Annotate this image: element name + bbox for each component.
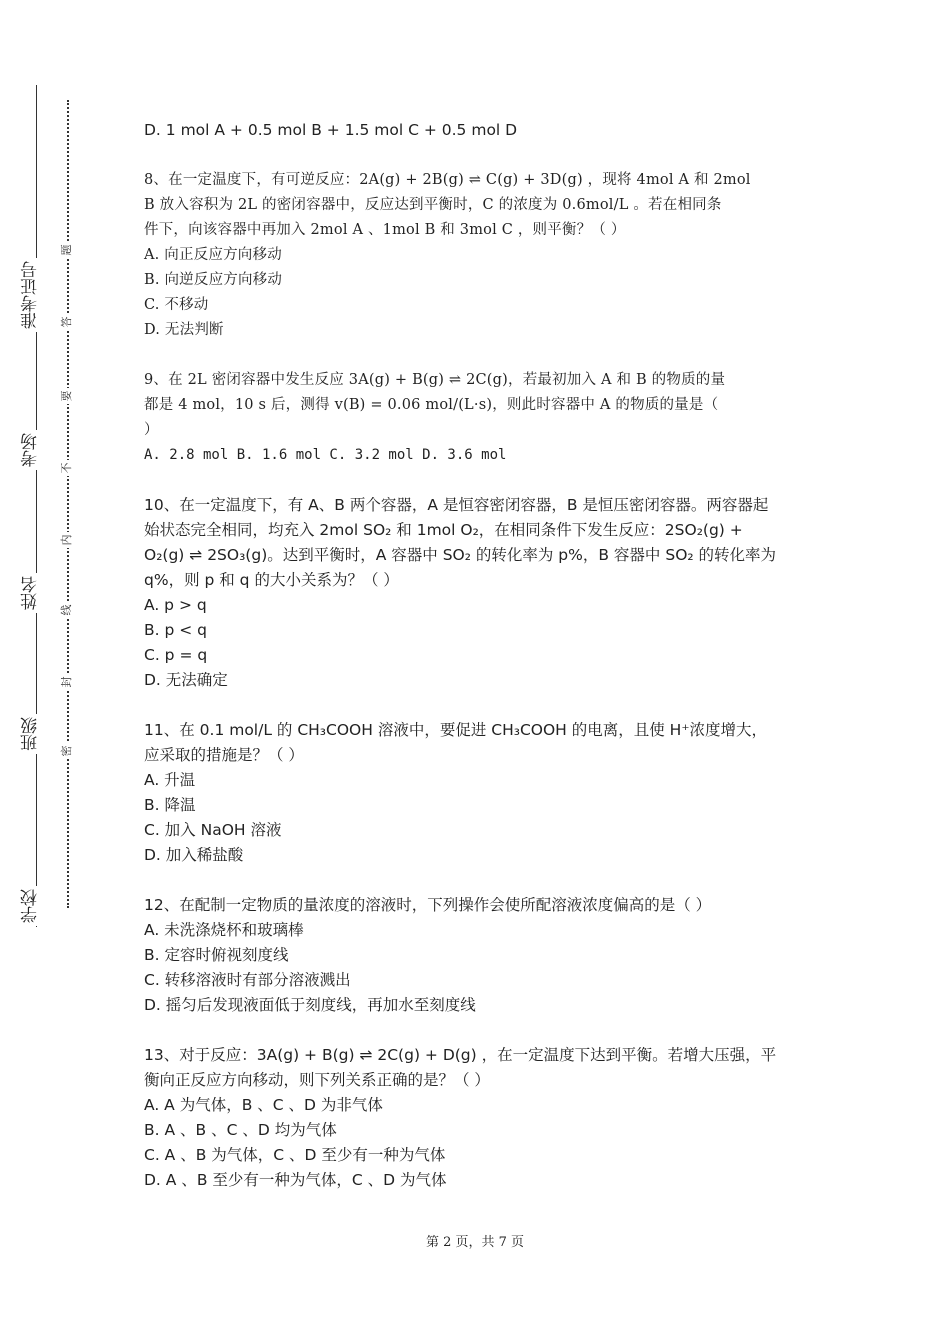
binding-margin xyxy=(0,0,90,1344)
question-stem-line: 应采取的措施是？（ ） xyxy=(144,746,304,764)
option-line: B. 降温 xyxy=(144,796,196,814)
question-stem-line: 13、对于反应：3A(g) + B(g) ⇌ 2C(g) + D(g) ，在一定温度下达到平衡。若增大压强，平 xyxy=(144,1046,777,1064)
option-line: A. 2.8 mol B. 1.6 mol C. 3.2 mol D. 3.6 mol xyxy=(144,447,507,463)
question-stem-line: 件下，向该容器中再加入 2mol A 、1mol B 和 3mol C ，则平衡？（ ） xyxy=(144,222,626,238)
question-stem-line: B 放入容积为 2L 的密闭容器中，反应达到平衡时，C 的浓度为 0.6mol/L 。若在相同条 xyxy=(144,197,722,213)
seal-char: 要 xyxy=(61,388,73,404)
seal-char: 答 xyxy=(61,314,73,330)
question-stem-line: 9、在 2L 密闭容器中发生反应 3A(g) + B(g) ⇌ 2C(g)，若最初加入 A 和 B 的物质的量 xyxy=(144,372,726,388)
question-8 xyxy=(144,168,808,343)
option-line: B. 向逆反应方向移动 xyxy=(144,272,283,288)
question-stem-line: 都是 4 mol，10 s 后，测得 v(B) = 0.06 mol/(L·s)，则此时容器中 A 的物质的量是（ xyxy=(144,397,719,413)
field-label-class: 班级 xyxy=(22,714,50,754)
binding-solid-line xyxy=(36,85,37,927)
option-line: C. 加入 NaOH 溶液 xyxy=(144,821,282,839)
option-line: D. 无法判断 xyxy=(144,322,224,338)
seal-char: 封 xyxy=(61,674,73,690)
question-stem-line: 10、在一定温度下，有 A、B 两个容器，A 是恒容密闭容器，B 是恒压密闭容器。两容器起 xyxy=(144,496,769,514)
question-7-tail xyxy=(144,118,808,143)
field-label-school: 学校 xyxy=(22,886,50,926)
question-stem-line: q%，则 p 和 q 的大小关系为？（ ） xyxy=(144,571,399,589)
option-line: D. A 、B 至少有一种为气体，C 、D 为气体 xyxy=(144,1171,447,1189)
question-9 xyxy=(144,368,808,468)
option-line: B. A 、B 、C 、D 均为气体 xyxy=(144,1121,337,1139)
seal-char: 密 xyxy=(61,743,73,759)
seal-char: 线 xyxy=(61,602,73,618)
option-line: A. 未洗涤烧杯和玻璃棒 xyxy=(144,921,304,939)
option-line: C. p = q xyxy=(144,646,208,664)
option-line: A. p > q xyxy=(144,596,207,614)
field-label-name: 姓名 xyxy=(22,573,50,613)
option-line: C. 不移动 xyxy=(144,297,209,313)
question-stem-line: O₂(g) ⇌ 2SO₃(g)。达到平衡时，A 容器中 SO₂ 的转化率为 p%，B 容器中 SO₂ 的转化率为 xyxy=(144,546,777,564)
option-line: D. 摇匀后发现液面低于刻度线，再加水至刻度线 xyxy=(144,996,476,1014)
option-line: D. 1 mol A + 0.5 mol B + 1.5 mol C + 0.5 mol D xyxy=(144,121,518,139)
seal-char: 不 xyxy=(61,460,73,476)
question-13 xyxy=(144,1043,808,1193)
field-label-exam-room: 考场 xyxy=(22,430,50,470)
binding-dotted-line xyxy=(67,100,69,908)
question-12 xyxy=(144,893,808,1018)
question-stem-line: 12、在配制一定物质的量浓度的溶液时，下列操作会使所配溶液浓度偏高的是（ ） xyxy=(144,896,712,914)
question-stem-line: ） xyxy=(144,422,159,438)
option-line: B. p < q xyxy=(144,621,208,639)
option-line: C. A 、B 为气体，C 、D 至少有一种为气体 xyxy=(144,1146,446,1164)
question-stem-line: 8、在一定温度下，有可逆反应：2A(g) + 2B(g) ⇌ C(g) + 3D(g) ，现将 4mol A 和 2mol xyxy=(144,172,751,188)
option-line: A. 向正反应方向移动 xyxy=(144,247,282,263)
option-line: A. 升温 xyxy=(144,771,196,789)
question-10 xyxy=(144,493,808,693)
question-stem-line: 衡向正反应方向移动，则下列关系正确的是？（ ） xyxy=(144,1071,490,1089)
question-11 xyxy=(144,718,808,868)
field-label-exam-id: 准考证号 xyxy=(22,258,50,332)
question-list xyxy=(144,118,808,1218)
option-line: D. 无法确定 xyxy=(144,671,228,689)
option-line: B. 定容时俯视刻度线 xyxy=(144,946,289,964)
seal-char: 题 xyxy=(61,242,73,258)
option-line: A. A 为气体，B 、C 、D 为非气体 xyxy=(144,1096,383,1114)
question-stem-line: 11、在 0.1 mol/L 的 CH₃COOH 溶液中，要促进 CH₃COOH 的电离，且使 H⁺浓度增大， xyxy=(144,721,768,739)
seal-char: 内 xyxy=(61,532,73,548)
page-number-footer: 第 2 页，共 7 页 xyxy=(425,1235,525,1250)
question-stem-line: 始状态完全相同，均充入 2mol SO₂ 和 1mol O₂，在相同条件下发生反应：2SO₂(g) + xyxy=(144,521,743,539)
option-line: D. 加入稀盐酸 xyxy=(144,846,244,864)
option-line: C. 转移溶液时有部分溶液溅出 xyxy=(144,971,351,989)
